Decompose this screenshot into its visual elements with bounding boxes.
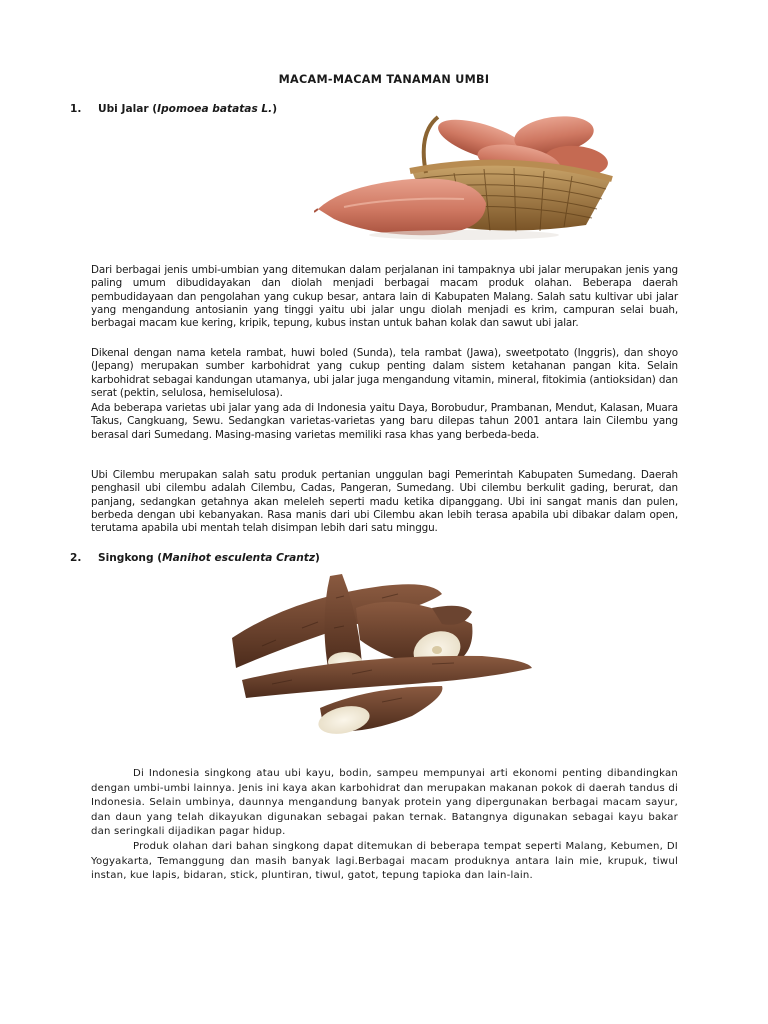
section-1-heading-suffix: ) xyxy=(272,103,278,115)
section-1-paragraph-b: Dikenal dengan nama ketela rambat, huwi boled (Sunda), tela rambat (Jawa), sweetpotato (Inggris), dan shoyo (Jepang) merupakan sumber karbohidrat yang cukup penting dalam sistem ketahanan pangan kita. Selain karbohidrat sebagai kandungan utamanya, ubi jalar juga mengandung vitamin, mineral, fitokimia (antioksidan) dan serat (pektin, selulosa, hemiselulosa). xyxy=(91,347,678,400)
section-2-heading-suffix: ) xyxy=(315,552,320,564)
section-1-heading-prefix: Ubi Jalar ( xyxy=(98,103,158,115)
sweet-potato-basket-image xyxy=(314,113,614,241)
cassava-roots-image xyxy=(232,568,536,738)
document-title: MACAM-MACAM TANAMAN UMBI xyxy=(278,73,490,86)
section-1-latin-name: Ipomoea batatas L. xyxy=(157,103,273,115)
section-2-paragraph-b-text: Produk olahan dari bahan singkong dapat ditemukan di beberapa tempat seperti Malang, Kebumen, DI Yogyakarta, Temanggung dan masih banyak lagi.Berbagai macam produknya antara lain mie, krupuk, tiwul instan, kue lapis, bidaran, stick, pluntiran, tiwul, gatot, tepung tapioka dan lain-lain. xyxy=(91,841,678,882)
section-1-heading xyxy=(70,103,277,115)
section-2-heading-prefix: Singkong ( xyxy=(98,552,163,564)
section-2-number: 2. xyxy=(70,552,82,564)
section-2-paragraph-a-text: Di Indonesia singkong atau ubi kayu, bodin, sampeu mempunyai arti ekonomi penting dibandingkan dengan umbi-umbi lainnya. Jenis ini kaya akan karbohidrat dan merupakan makanan pokok di daerah tandus di Indonesia. Selain umbinya, daunnya mengandung banyak protein yang dipergunakan berbagai macam sayur, dan daun yang telah dikayukan digunakan sebagai pakan ternak. Batangnya digunakan sebagai kayu bakar dan seringkali dijadikan pagar hidup. xyxy=(91,768,678,838)
section-2-paragraph-a xyxy=(91,767,678,840)
section-1-paragraph-c: Ada beberapa varietas ubi jalar yang ada di Indonesia yaitu Daya, Borobudur, Prambanan, Mendut, Kalasan, Muara Takus, Cangkuang, Sewu. Sedangkan varietas-varietas yang baru dilepas tahun 2001 antara lain Cilembu yang berasal dari Sumedang. Masing-masing varietas memiliki rasa khas yang berbeda-beda. xyxy=(91,402,678,441)
section-1-number: 1. xyxy=(70,103,82,115)
section-1-paragraph-a: Dari berbagai jenis umbi-umbian yang ditemukan dalam perjalanan ini tampaknya ubi jalar merupakan jenis yang paling umum dibudidayakan dan diolah menjadi berbagai macam produk olahan. Beberapa daerah pembudidayaan dan pengolahan yang cukup besar, antara lain di Kabupaten Malang. Salah satu kultivar ubi jalar yang mengandung antosianin yang tinggi yaitu ubi jalar ungu diolah menjadi es krim, campuran selai buah, berbagai macam kue kering, kripik, tepung, kubus instan untuk bahan kolak dan sawut ubi jalar. xyxy=(91,264,678,330)
section-2-heading xyxy=(70,552,320,564)
section-1-paragraph-d: Ubi Cilembu merupakan salah satu produk pertanian unggulan bagi Pemerintah Kabupaten Sumedang. Daerah penghasil ubi cilembu adalah Cilembu, Cadas, Pangeran, Sumedang. Ubi cilembu berkulit gading, berurat, dan panjang, sedangkan getahnya akan meleleh seperti madu ketika dipanggang. Ubi ini sangat manis dan pulen, berbeda dengan ubi kebanyakan. Rasa manis dari ubi Cilembu akan lebih terasa apabila ubi dibakar dalam open, terutama apabila ubi mentah telah disimpan lebih dari satu minggu. xyxy=(91,469,678,535)
section-2-latin-name: Manihot esculenta Crantz xyxy=(162,552,316,564)
section-2-paragraph-b xyxy=(91,840,678,884)
